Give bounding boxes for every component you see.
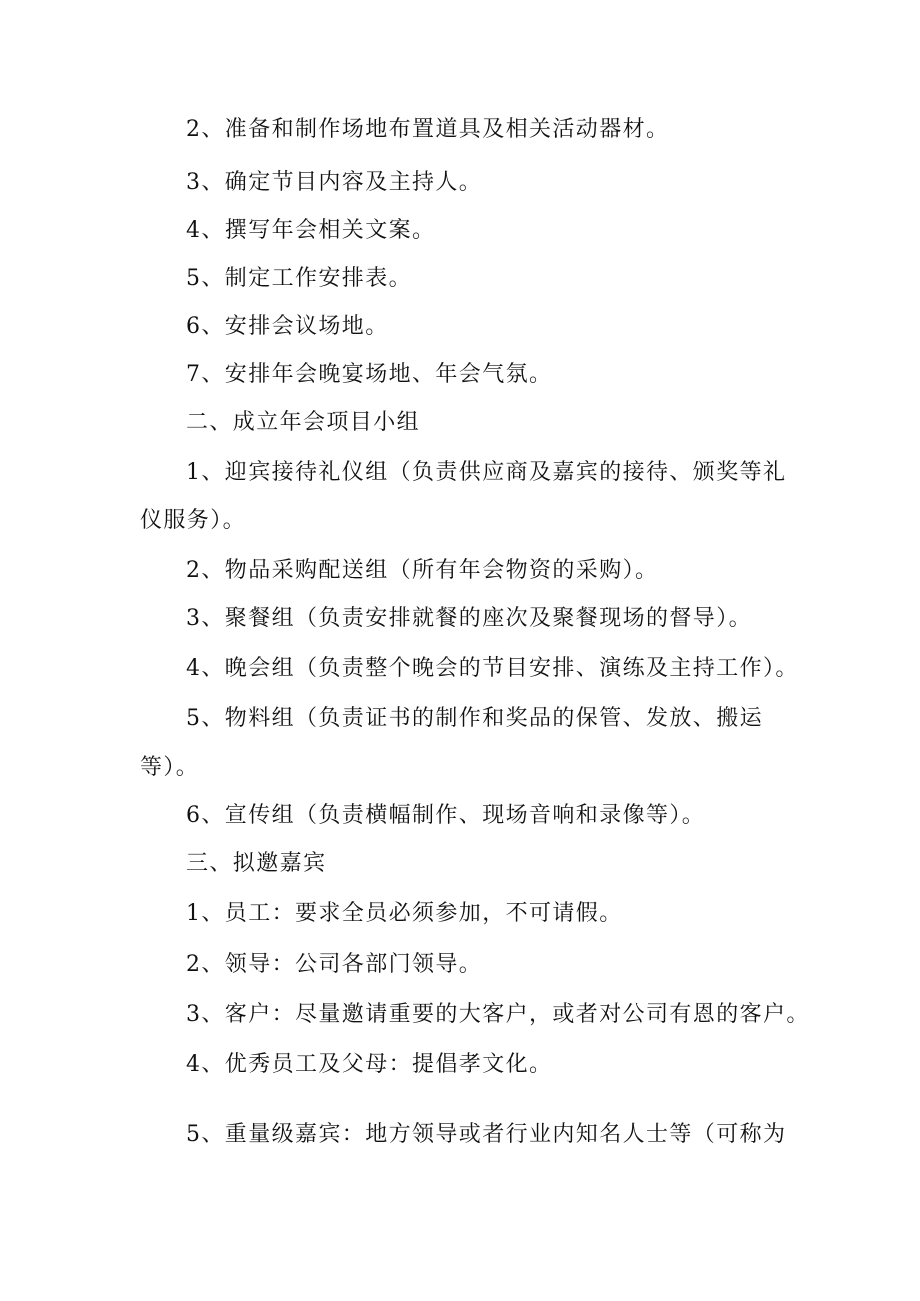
- paragraph-gala-team: 4、晚会组（负责整个晚会的节目安排、演练及主持工作）。: [186, 656, 799, 681]
- paragraph-prep-props: 2、准备和制作场地布置道具及相关活动器材。: [186, 117, 670, 142]
- paragraph-copywriting: 4、撰写年会相关文案。: [186, 218, 436, 243]
- paragraph-program-host: 3、确定节目内容及主持人。: [186, 170, 483, 195]
- paragraph-guest-vip: 5、重量级嘉宾：地方领导或者行业内知名人士等（可称为: [186, 1122, 787, 1147]
- section-heading-guests: 三、拟邀嘉宾: [186, 851, 327, 876]
- paragraph-materials-team: 5、物料组（负责证书的制作和奖品的保管、发放、搬运: [186, 706, 763, 731]
- paragraph-guest-clients: 3、客户：尽量邀请重要的大客户，或者对公司有恩的客户。: [186, 1002, 810, 1027]
- paragraph-publicity-team: 6、宣传组（负责横幅制作、现场音响和录像等）。: [186, 803, 706, 828]
- section-heading-project-team: 二、成立年会项目小组: [186, 410, 421, 435]
- paragraph-reception-team: 1、迎宾接待礼仪组（负责供应商及嘉宾的接待、颁奖等礼: [186, 460, 787, 485]
- paragraph-materials-team-cont: 等）。: [140, 755, 200, 780]
- paragraph-reception-team-cont: 仪服务）。: [140, 508, 247, 533]
- paragraph-schedule: 5、制定工作安排表。: [186, 266, 412, 291]
- paragraph-procurement-team: 2、物品采购配送组（所有年会物资的采购）。: [186, 558, 659, 583]
- paragraph-dining-team: 3、聚餐组（负责安排就餐的座次及聚餐现场的督导）。: [186, 606, 752, 631]
- paragraph-guest-leaders: 2、领导：公司各部门领导。: [186, 952, 483, 977]
- paragraph-banquet-venue: 7、安排年会晚宴场地、年会气氛。: [186, 362, 553, 387]
- paragraph-guest-families: 4、优秀员工及父母：提倡孝文化。: [186, 1052, 553, 1077]
- paragraph-guest-employees: 1、员工：要求全员必须参加，不可请假。: [186, 901, 623, 926]
- paragraph-meeting-venue: 6、安排会议场地。: [186, 314, 389, 339]
